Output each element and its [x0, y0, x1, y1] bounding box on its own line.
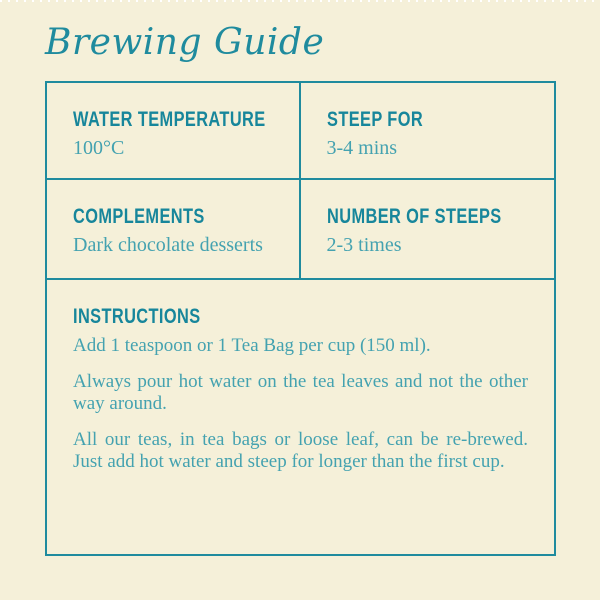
instructions-paragraph: Always pour hot water on the tea leaves and not the other way around. [73, 371, 528, 414]
water-temperature-label: WATER TEMPERATURE [73, 108, 266, 131]
cell-instructions [47, 280, 554, 554]
cell-water-temperature [47, 83, 301, 180]
number-of-steeps-label: NUMBER OF STEEPS [326, 205, 502, 228]
steep-for-value: 3-4 mins [326, 137, 398, 159]
page-title: Brewing Guide [45, 22, 325, 63]
cell-number-of-steeps [301, 180, 555, 280]
complements-label: COMPLEMENTS [73, 205, 205, 228]
number-of-steeps-value: 2-3 times [326, 234, 402, 256]
cell-steep-for [301, 83, 555, 180]
complements-value: Dark chocolate desserts [73, 234, 263, 256]
perforation-dots [0, 0, 600, 2]
water-temperature-value: 100°C [73, 137, 125, 159]
brewing-info-table [45, 81, 556, 556]
instructions-label: INSTRUCTIONS [73, 305, 201, 328]
instructions-paragraph: Add 1 teaspoon or 1 Tea Bag per cup (150 ml). [73, 335, 431, 356]
instructions-paragraph: All our teas, in tea bags or loose leaf, can be re-brewed. Just add hot water and steep for longer than the first cup. [73, 429, 528, 472]
steep-for-label: STEEP FOR [326, 108, 423, 131]
cell-complements [47, 180, 301, 280]
